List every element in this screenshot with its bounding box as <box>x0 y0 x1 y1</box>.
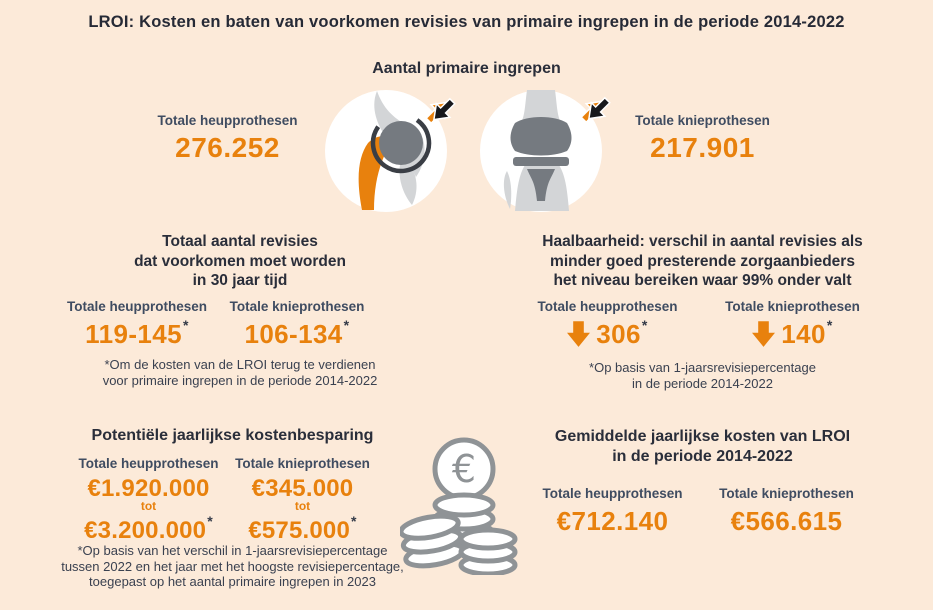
stat-label: Totale heupprothesen <box>78 456 219 471</box>
tot-label: tot <box>140 499 157 513</box>
stat-value-to: €575.000* <box>248 513 357 544</box>
hip-primary-stat <box>95 113 360 164</box>
hip-feasibility-stat <box>515 299 700 350</box>
hip-prosthesis-icon <box>322 83 462 213</box>
stat-value-to: €3.200.000* <box>84 513 213 544</box>
page-title: LROI: Kosten en baten van voorkomen revisies van primaire ingrepen in de periode 2014-2022 <box>88 13 845 31</box>
stat-value: 106-134* <box>244 317 350 349</box>
down-arrow-icon <box>752 321 775 348</box>
stat-value: 140* <box>781 317 833 349</box>
stat-label: Totale heupprothesen <box>542 486 683 501</box>
asterisk: * <box>207 513 213 529</box>
tot-label: tot <box>294 499 311 513</box>
revisions-section-heading: Totaal aantal revisies dat voorkomen moet worden in 30 jaar tijd <box>134 233 346 289</box>
hip-revisions-stat <box>57 299 217 350</box>
stat-value: 119-145* <box>85 317 189 349</box>
stat-label: Totale knieprothesen <box>229 299 365 314</box>
stat-value: 306* <box>596 317 648 349</box>
knee-revisions-stat <box>217 299 377 350</box>
stat-label: Totale heupprothesen <box>157 113 298 128</box>
knee-savings-stat <box>210 456 395 544</box>
stat-value: 276.252 <box>175 132 280 163</box>
stat-label: Totale heupprothesen <box>537 299 678 314</box>
savings-section-heading: Potentiële jaarlijkse kostenbesparing <box>91 427 374 444</box>
feasibility-section-heading: Haalbaarheid: verschil in aantal revisies als minder goed presterende zorgaanbieders het niveau bereiken waar 99% onder valt <box>542 233 863 289</box>
stat-value-from: €345.000 <box>251 475 354 502</box>
stat-label: Totale heupprothesen <box>66 299 207 314</box>
asterisk: * <box>182 317 189 334</box>
stat-label: Totale knieprothesen <box>235 456 370 471</box>
stat-value: €566.615 <box>730 506 843 536</box>
stat-value: €712.140 <box>556 506 669 536</box>
stat-value: 217.901 <box>650 132 755 163</box>
asterisk: * <box>826 317 833 334</box>
svg-text:€: € <box>451 447 477 491</box>
asterisk: * <box>343 317 350 334</box>
feasibility-stats <box>515 299 885 350</box>
stat-label: Totale knieprothesen <box>725 299 860 314</box>
stat-label: Totale knieprothesen <box>719 486 854 501</box>
hip-costs-stat <box>520 486 705 537</box>
feasibility-footnote: *Op basis van 1-jaarsrevisiepercentage in de periode 2014-2022 <box>589 360 816 391</box>
stat-label: Totale knieprothesen <box>635 113 770 128</box>
savings-footnote: *Op basis van het verschil in 1-jaarsrevisiepercentage tussen 2022 en het jaar met het hoogste revisiepercentage, toegepast op het aantal primaire ingrepen in 2023 <box>61 543 404 589</box>
asterisk: * <box>641 317 648 334</box>
asterisk: * <box>351 513 357 529</box>
primary-section-heading: Aantal primaire ingrepen <box>372 60 561 77</box>
knee-costs-stat <box>694 486 879 537</box>
down-arrow-icon <box>567 321 590 348</box>
costs-section-heading: Gemiddelde jaarlijkse kosten van LROI in de periode 2014-2022 <box>554 428 851 465</box>
revisions-stats <box>57 299 377 350</box>
revisions-footnote: *Om de kosten van de LROI terug te verdienen voor primaire ingrepen in de periode 2014-2022 <box>102 357 378 388</box>
stat-value-from: €1.920.000 <box>87 475 210 502</box>
knee-feasibility-stat <box>700 299 885 350</box>
knee-primary-stat <box>570 113 835 164</box>
